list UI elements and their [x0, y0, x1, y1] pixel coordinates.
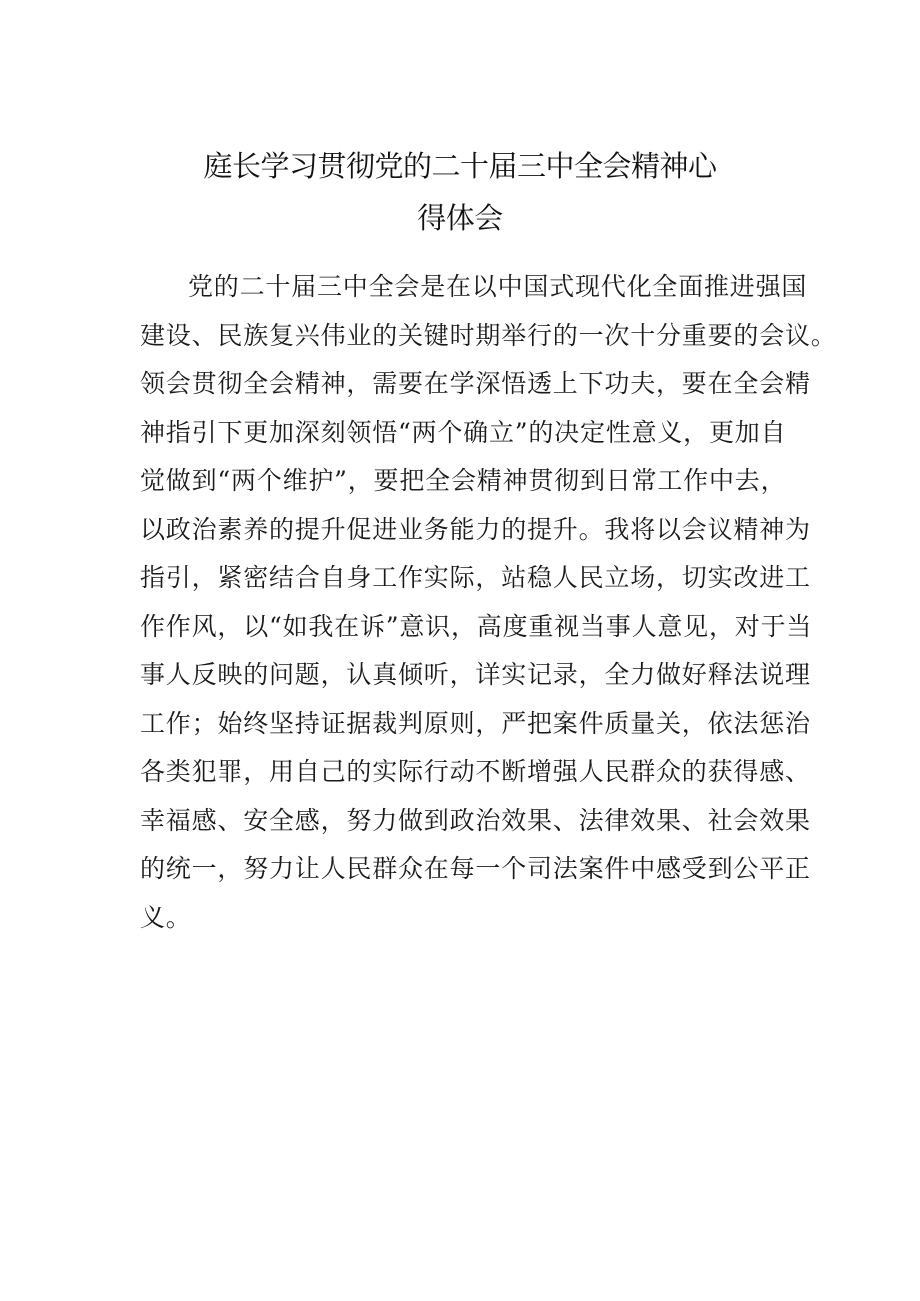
paragraph-line: 幸福感、安全感，努力做到政治效果、法律效果、社会效果 [140, 805, 811, 835]
paragraph-line: 神指引下更加深刻领悟“两个确立”的决定性意义，更加自 [140, 417, 787, 447]
paragraph-line: 事人反映的问题，认真倾听，详实记录，全力做好释法说理 [140, 660, 811, 689]
paragraph-line: 指引，紧密结合自身工作实际，站稳人民立场，切实改进工 [140, 563, 811, 592]
document-title [140, 140, 780, 244]
paragraph-line: 各类犯罪，用自己的实际行动不断增强人民群众的获得感、 [140, 757, 811, 786]
paragraph-line: 义。 [140, 902, 192, 932]
paragraph-line: 工作；始终坚持证据裁判原则，严把案件质量关，依法惩治 [140, 708, 811, 738]
paragraph-line: 的统一，努力让人民群众在每一个司法案件中感受到公平正 [140, 854, 811, 883]
paragraph-line: 作作风，以“如我在诉”意识，高度重视当事人意见，对于当 [140, 611, 813, 641]
paragraph-line: 以政治素养的提升促进业务能力的提升。我将以会议精神为 [140, 514, 811, 544]
paragraph-line: 建设、民族复兴伟业的关键时期举行的一次十分重要的会议。 [140, 320, 837, 350]
paragraph-line: 党的二十届三中全会是在以中国式现代化全面推进强国 [188, 272, 808, 301]
paragraph-line: 领会贯彻全会精神，需要在学深悟透上下功夫，要在全会精 [140, 369, 811, 398]
title-line-1: 庭长学习贯彻党的二十届三中全会精神心 [203, 149, 717, 183]
body-paragraph [140, 263, 837, 942]
title-line-2: 得体会 [417, 201, 503, 235]
paragraph-line: 觉做到“两个维护”，要把全会精神贯彻到日常工作中去， [140, 466, 787, 495]
